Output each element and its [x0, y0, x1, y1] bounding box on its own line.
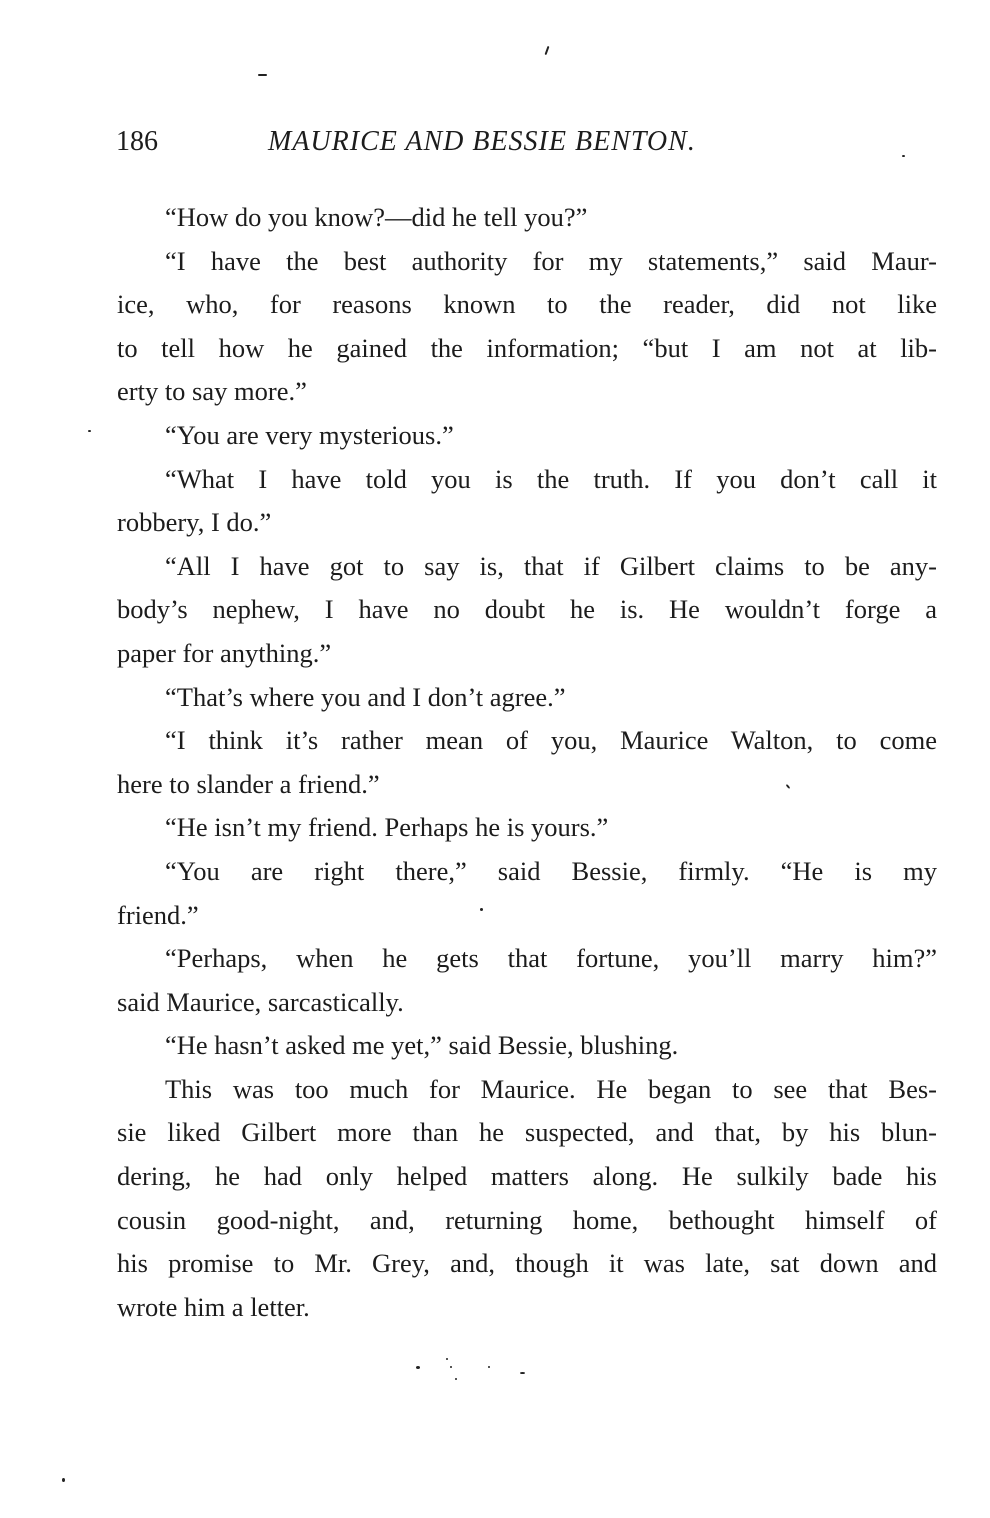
text-line: “I think it’s rather mean of you, Maurice Walton, to come — [165, 725, 937, 756]
text-line: “All I have got to say is, that if Gilbert claims to be any- — [165, 550, 937, 581]
page-header — [116, 122, 936, 162]
text-line: “That’s where you and I don’t agree.” — [165, 681, 566, 712]
text-line: dering, he had only helped matters along. He sulkily bade his — [117, 1161, 937, 1192]
text-line: “He hasn’t asked me yet,” said Bessie, blushing. — [165, 1030, 679, 1061]
text-line: “How do you know?—did he tell you?” — [165, 202, 588, 232]
ornament-dot — [520, 1372, 525, 1374]
text-line: cousin good-night, and, returning home, bethought himself of — [117, 1204, 937, 1235]
text-line: body’s nephew, I have no doubt he is. He wouldn’t forge a — [117, 594, 937, 625]
scan-speck — [88, 430, 91, 432]
text-line: sie liked Gilbert more than he suspected, and that, by his blun- — [117, 1117, 937, 1148]
text-line: ice, who, for reasons known to the reader, did not like — [117, 289, 937, 320]
text-line: “I have the best authority for my statements,” said Maur- — [165, 245, 937, 276]
page-number: 186 — [116, 126, 158, 157]
text-line: This was too much for Maurice. He began to see that Bes- — [165, 1073, 937, 1104]
scan-speck — [545, 46, 550, 55]
text-line: robbery, I do.” — [117, 507, 272, 538]
text-line: here to slander a friend.” — [117, 768, 380, 799]
running-title: MAURICE AND BESSIE BENTON. — [268, 126, 696, 157]
ornament-dot — [450, 1366, 452, 1368]
body-text — [117, 196, 937, 1329]
text-line: erty to say more.” — [117, 376, 307, 407]
end-ornament — [410, 1352, 530, 1392]
text-line: “You are very mysterious.” — [165, 419, 454, 450]
text-line: “Perhaps, when he gets that fortune, you’ll marry him?” — [165, 943, 937, 974]
text-line: “He isn’t my friend. Perhaps he is yours.” — [165, 812, 609, 843]
text-line: his promise to Mr. Grey, and, though it was late, sat down and — [117, 1248, 937, 1279]
text-line: “You are right there,” said Bessie, firmly. “He is my — [165, 855, 937, 886]
scan-speck — [480, 908, 483, 911]
text-line: to tell how he gained the information; “but I am not at lib- — [117, 332, 937, 363]
ornament-dot — [488, 1366, 490, 1368]
text-line: friend.” — [117, 899, 199, 930]
ornament-dot — [455, 1378, 457, 1380]
text-line: said Maurice, sarcastically. — [117, 986, 404, 1017]
text-line: “What I have told you is the truth. If you don’t call it — [165, 463, 937, 494]
text-line: paper for anything.” — [117, 637, 332, 668]
ornament-dot — [446, 1358, 448, 1360]
scan-speck — [902, 155, 905, 157]
text-line: wrote him a letter. — [117, 1291, 310, 1322]
ornament-dot — [416, 1366, 420, 1369]
scan-speck — [258, 74, 267, 76]
scan-speck — [62, 1478, 65, 1482]
